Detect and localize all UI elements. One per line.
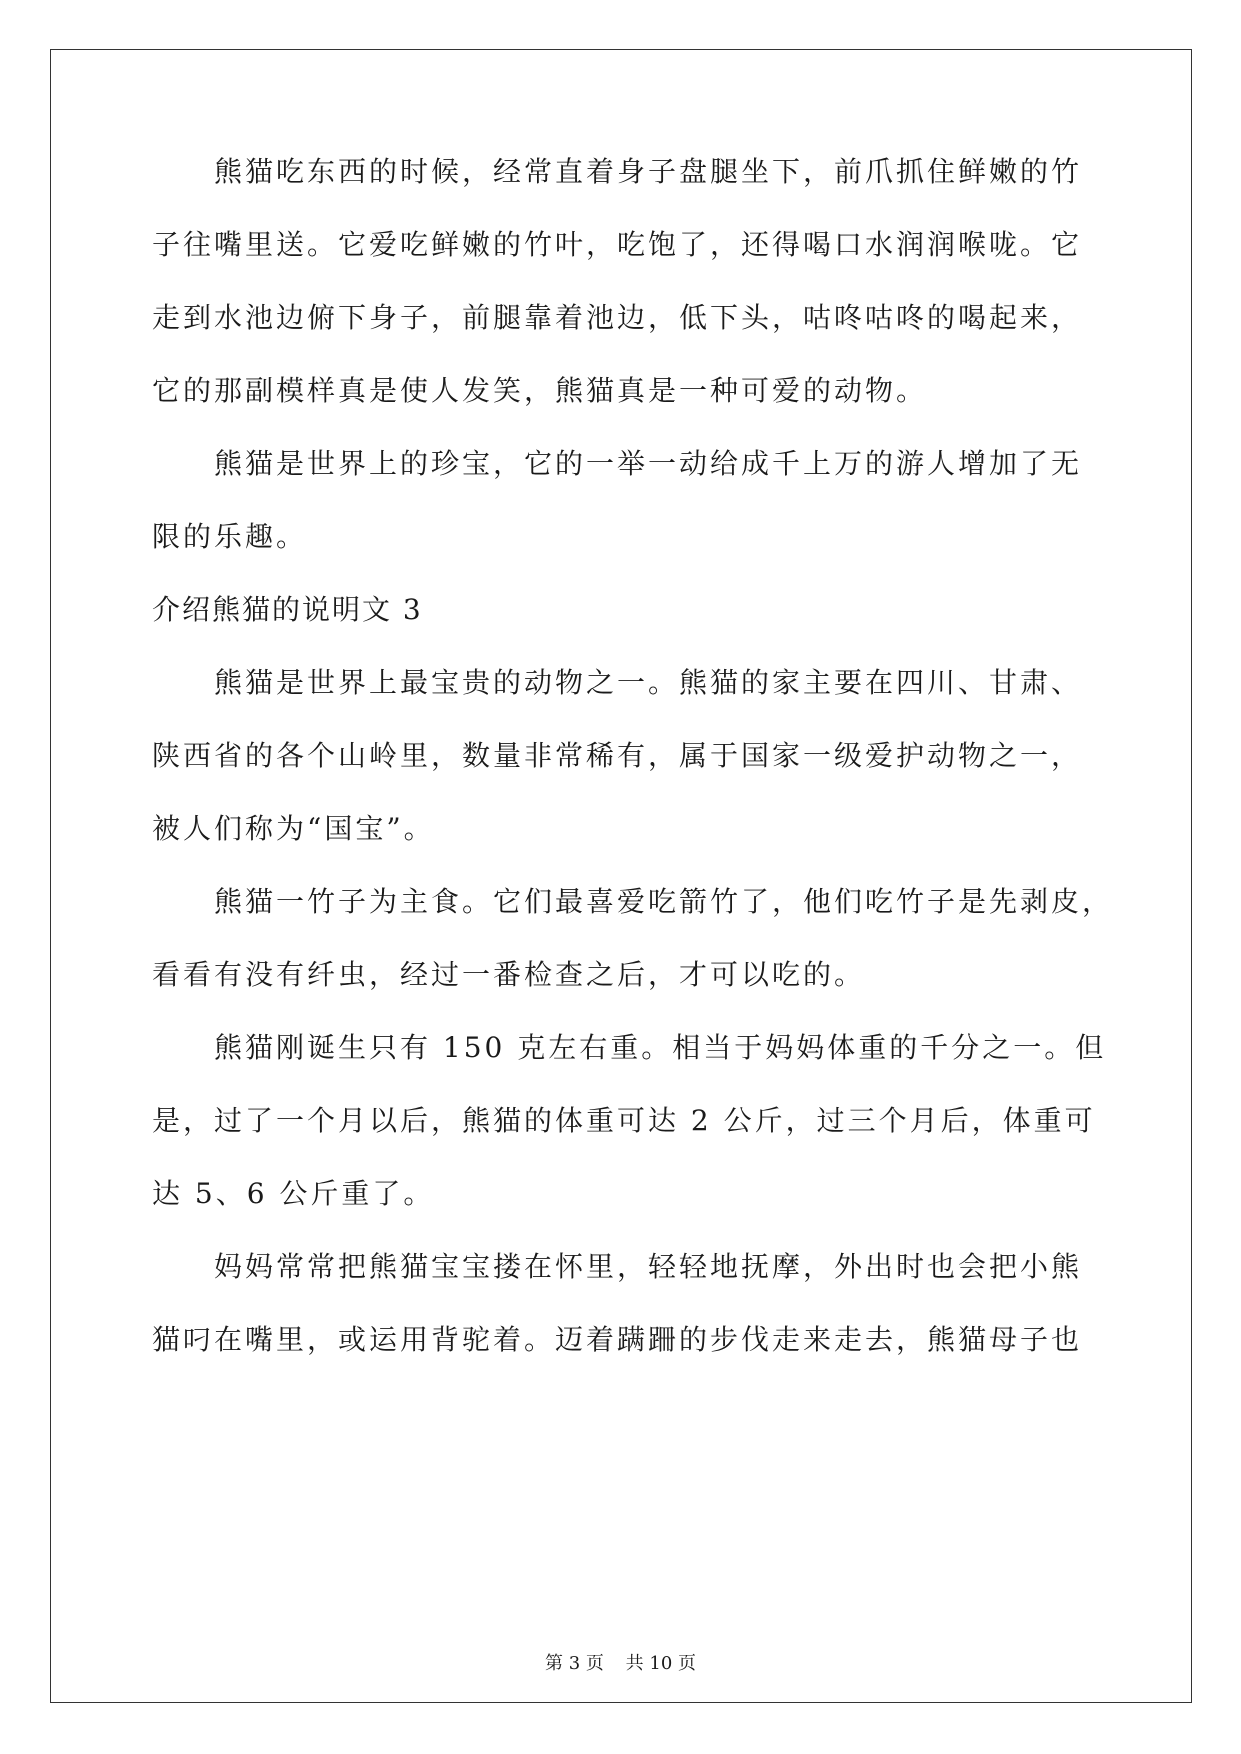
paragraph-line: 熊猫刚诞生只有 150 克左右重。相当于妈妈体重的千分之一。但 [214,1031,1107,1064]
paragraph-line: 看看有没有纤虫，经过一番检查之后，才可以吃的。 [152,958,866,991]
page-total: 共 10 页 [625,1653,696,1674]
paragraph-line: 它的那副模样真是使人发笑，熊猫真是一种可爱的动物。 [152,374,928,407]
section-heading: 介绍熊猫的说明文 3 [152,593,423,626]
paragraph-line: 熊猫吃东西的时候，经常直着身子盘腿坐下，前爪抓住鲜嫩的竹 [214,155,1083,188]
paragraph-line: 猫叼在嘴里，或运用背驼着。迈着蹒跚的步伐走来走去，熊猫母子也 [152,1323,1083,1356]
page-number: 第 3 页 [545,1653,604,1674]
paragraph-line: 是，过了一个月以后，熊猫的体重可达 2 公斤，过三个月后，体重可 [152,1104,1096,1137]
paragraph-line: 限的乐趣。 [152,520,308,553]
paragraph-line: 熊猫一竹子为主食。它们最喜爱吃箭竹了，他们吃竹子是先剥皮， [214,885,1114,918]
paragraph-line: 陕西省的各个山岭里，数量非常稀有，属于国家一级爱护动物之一， [152,739,1083,772]
paragraph-line: 达 5、6 公斤重了。 [152,1177,435,1210]
paragraph-line: 熊猫是世界上的珍宝，它的一举一动给成千上万的游人增加了无 [214,447,1083,480]
paragraph-line: 走到水池边俯下身子，前腿靠着池边，低下头，咕咚咕咚的喝起来， [152,301,1083,334]
page-footer [0,1652,1241,1676]
paragraph-line: 熊猫是世界上最宝贵的动物之一。熊猫的家主要在四川、甘肃、 [214,666,1083,699]
paragraph-line: 妈妈常常把熊猫宝宝搂在怀里，轻轻地抚摩，外出时也会把小熊 [214,1250,1083,1283]
paragraph-line: 子往嘴里送。它爱吃鲜嫩的竹叶，吃饱了，还得喝口水润润喉咙。它 [152,228,1083,261]
paragraph-line: 被人们称为“国宝”。 [152,812,435,845]
